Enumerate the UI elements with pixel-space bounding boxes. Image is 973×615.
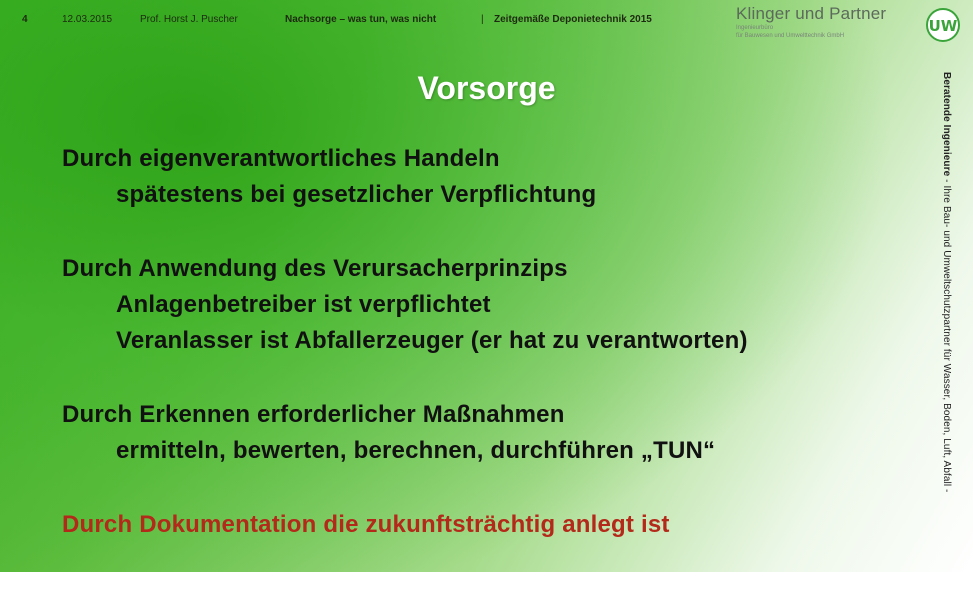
header-event: Zeitgemäße Deponietechnik 2015 (494, 14, 652, 25)
block1-line1: Durch eigenverantwortliches Handeln (62, 145, 500, 172)
header-date: 12.03.2015 (62, 14, 113, 25)
block4-line1: Durch Dokumentation die zukunftsträchtig anlegt ist (62, 511, 670, 538)
slide-title: Vorsorge (417, 70, 556, 106)
block3-line2: ermitteln, bewerten, berechnen, durchführen „TUN“ (116, 437, 716, 464)
block2-line1: Durch Anwendung des Verursacherprinzips (62, 255, 568, 282)
slide-number: 4 (22, 14, 28, 25)
company-subtitle-1: Ingenieurbüro (736, 25, 774, 31)
bottom-margin (0, 572, 973, 615)
vertical-tagline (938, 72, 952, 552)
block3-line1: Durch Erkennen erforderlicher Maßnahmen (62, 401, 565, 428)
company-subtitle-2: für Bauwesen und Umwelttechnik GmbH (736, 33, 845, 39)
block1-line2: spätestens bei gesetzlicher Verpflichtung (116, 181, 597, 208)
block2-line3: Veranlasser ist Abfallerzeuger (er hat zu verantworten) (116, 327, 748, 354)
block2-line2: Anlagenbetreiber ist verpflichtet (116, 291, 491, 318)
header-separator: | (481, 14, 484, 25)
tagline-bold: Beratende Ingenieure (941, 72, 952, 177)
tagline-rest: - Ihre Bau- und Umweltschutzpartner für Wasser, Boden, Luft, Abfall - (941, 176, 952, 493)
uw-logo-text: UW (928, 17, 958, 35)
company-name: Klinger und Partner (736, 4, 887, 23)
company-logo (736, 4, 911, 40)
slide-header (0, 14, 720, 30)
header-talk-title: Nachsorge – was tun, was nicht (285, 14, 437, 25)
tagline-text (941, 72, 952, 492)
header-author: Prof. Horst J. Puscher (140, 14, 238, 25)
uw-logo-icon (926, 8, 960, 42)
